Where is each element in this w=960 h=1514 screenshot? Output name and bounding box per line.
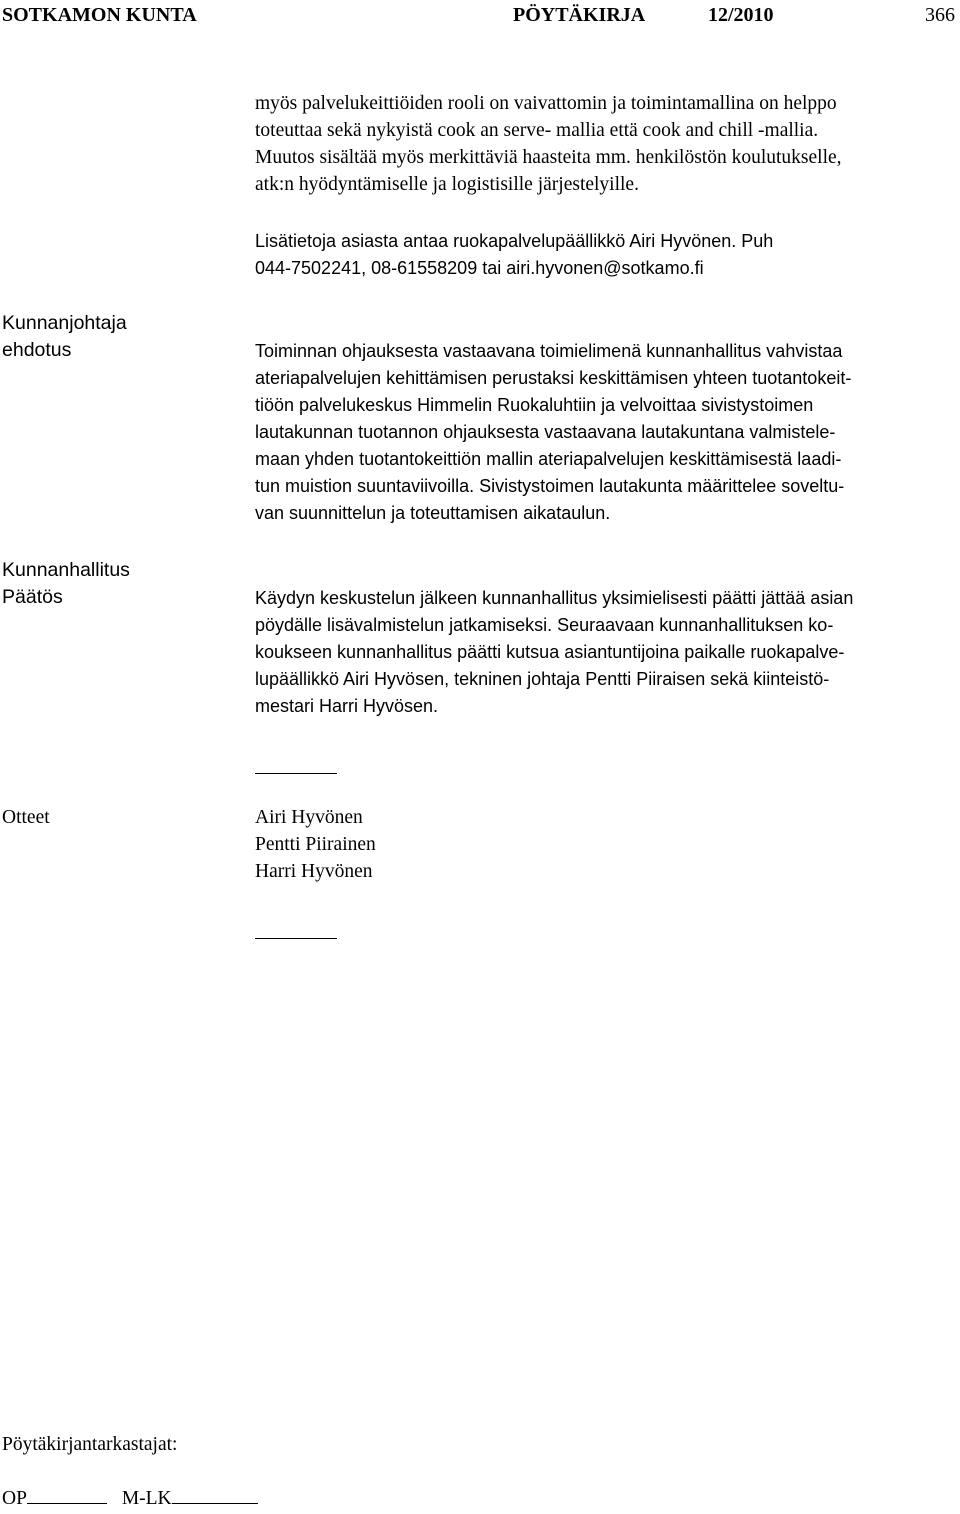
proposal-paragraph bbox=[255, 338, 960, 527]
municipality-name: SOTKAMON KUNTA bbox=[2, 4, 197, 26]
page-header bbox=[0, 0, 960, 34]
text-line: lupäällikkö Airi Hyvösen, tekninen johtaja Pentti Piiraisen sekä kiinteistö- bbox=[255, 669, 830, 689]
document-type: PÖYTÄKIRJA bbox=[513, 4, 646, 26]
label-line: Kunnanhallitus bbox=[2, 559, 130, 581]
signature-blank bbox=[172, 1503, 258, 1504]
text-line: koukseen kunnanhallitus päätti kutsua asiantuntijoina paikalle ruokapalve- bbox=[255, 642, 845, 662]
text-line: Toiminnan ohjauksesta vastaavana toimielimenä kunnanhallitus vahvistaa bbox=[255, 341, 843, 361]
recipient-name: Harri Hyvönen bbox=[255, 861, 373, 882]
intro-paragraph bbox=[255, 90, 960, 198]
reviewer-initials-1: OP bbox=[2, 1488, 27, 1509]
reviewer-initials-2: M-LK bbox=[121, 1488, 172, 1509]
recipient-name: Pentti Piirainen bbox=[255, 834, 376, 855]
label-line: ehdotus bbox=[2, 339, 72, 361]
text-line: tun muistion suuntaviivoilla. Sivistystoimen lautakunta määrittelee soveltu- bbox=[255, 476, 845, 496]
document-number: 12/2010 bbox=[708, 4, 774, 26]
separator-line bbox=[255, 938, 337, 939]
text-line: lautakunnan tuotannon ohjauksesta vastaavana lautakuntana valmistele- bbox=[255, 422, 836, 442]
reviewer-initials-row bbox=[2, 1488, 258, 1510]
text-line: atk:n hyödyntämiselle ja logistisille järjestelyille. bbox=[255, 174, 639, 195]
text-line: Käydyn keskustelun jälkeen kunnanhallitus yksimielisesti päätti jättää asian bbox=[255, 588, 854, 608]
text-line: 044-7502241, 08-61558209 tai airi.hyvonen@sotkamo.fi bbox=[255, 258, 704, 278]
text-line: toteuttaa sekä nykyistä cook an serve- mallia että cook and chill -mallia. bbox=[255, 120, 819, 141]
label-line: Kunnanjohtaja bbox=[2, 312, 127, 334]
extracts-recipients bbox=[255, 804, 960, 885]
text-line: pöydälle lisävalmistelun jatkamiseksi. Seuraavaan kunnanhallituksen ko- bbox=[255, 615, 834, 635]
text-line: myös palvelukeittiöiden rooli on vaivattomin ja toimintamallina on helppo bbox=[255, 93, 837, 114]
contact-paragraph bbox=[255, 228, 960, 282]
text-line: van suunnittelun ja toteuttamisen aikataulun. bbox=[255, 503, 611, 523]
extracts-label bbox=[2, 804, 50, 831]
decision-paragraph bbox=[255, 585, 960, 720]
reviewers-label: Pöytäkirjantarkastajat: bbox=[2, 1434, 178, 1455]
signature-blank bbox=[27, 1503, 107, 1504]
text-line: Muutos sisältää myös merkittäviä haasteita mm. henkilöstön koulutukselle, bbox=[255, 147, 842, 168]
proposal-label bbox=[2, 310, 127, 364]
text-line: mestari Harri Hyvösen. bbox=[255, 696, 439, 716]
separator-line bbox=[255, 773, 337, 774]
recipient-name: Airi Hyvönen bbox=[255, 807, 363, 828]
label-line: Päätös bbox=[2, 586, 63, 608]
text-line: maan yhden tuotantokeittiön mallin ateriapalvelujen keskittämisestä laadi- bbox=[255, 449, 842, 469]
text-line: ateriapalvelujen kehittämisen perustaksi keskittämisen yhteen tuotantokeit- bbox=[255, 368, 852, 388]
decision-label bbox=[2, 557, 130, 611]
text-line: Lisätietoja asiasta antaa ruokapalvelupäällikkö Airi Hyvönen. Puh bbox=[255, 231, 774, 251]
label-line: Otteet bbox=[2, 807, 50, 828]
text-line: tiöön palvelukeskus Himmelin Ruokaluhtiin ja velvoittaa sivistystoimen bbox=[255, 395, 814, 415]
page-number: 366 bbox=[925, 4, 955, 26]
